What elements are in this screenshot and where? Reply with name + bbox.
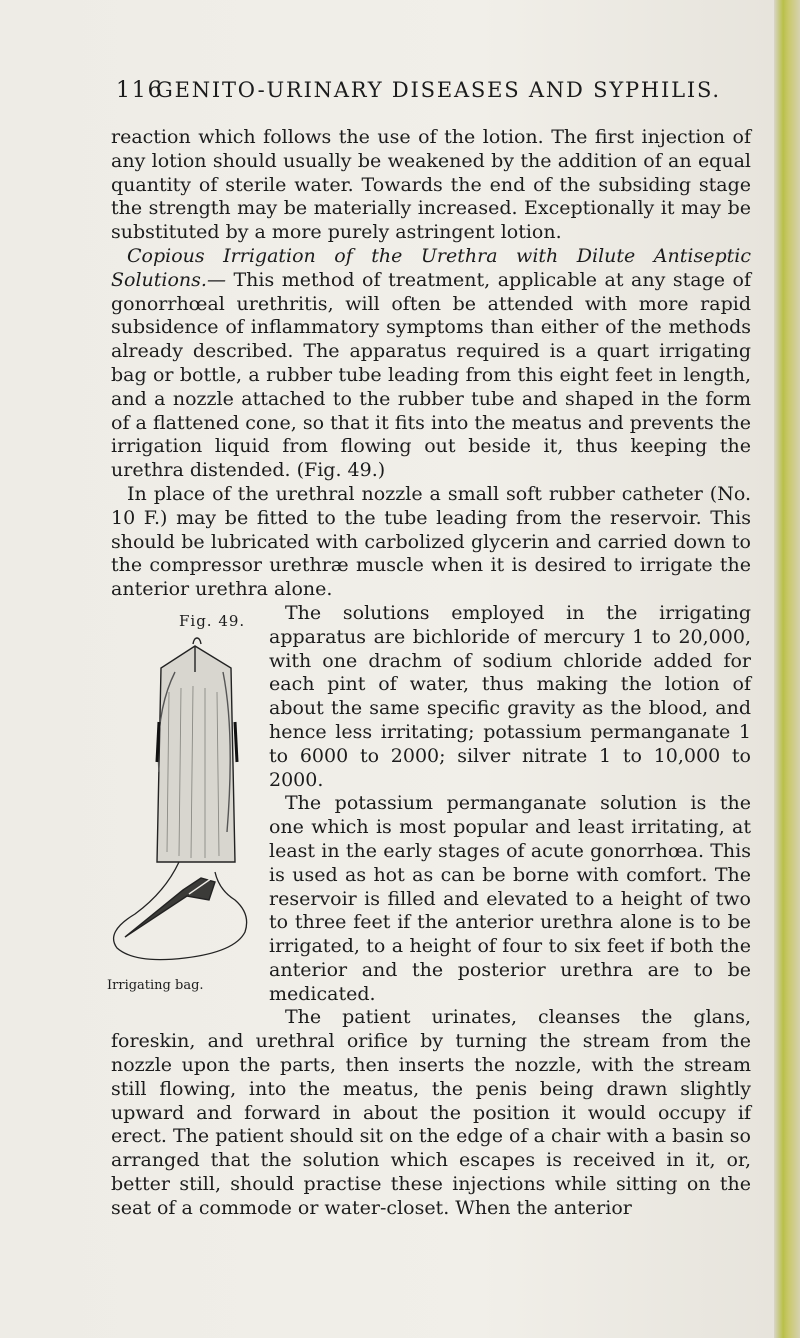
paragraph-solutions: The solutions employed in the irrigating apparatus are bichloride of mercury 1 to 20,000, with one drachm of sodium chloride added for each pint of water, thus making the lotion of about the same specific gravity as the blood, and hence less irritating; potassium permanganate 1 to 6000 to 2000; silver nitrate 1 to 10,000 to 2000. (269, 601, 751, 791)
section-run-in-heading: Copious Irrigation of the Urethra with Dilute Antiseptic Solutions.— (111, 244, 751, 291)
page-number: 116 (116, 78, 164, 103)
running-head: GENITO-URINARY DISEASES AND SYPHILIS. (156, 78, 721, 102)
figure-label: Fig. 49. (179, 611, 246, 630)
figure-irrigating-bag (95, 610, 263, 1010)
figure-caption: Irrigating bag. (107, 977, 204, 993)
page-edge (774, 0, 800, 1338)
paragraph-continued: reaction which follows the use of the lotion. The first injection of any lotion should usually be weakened by the addition of an equal quantity of sterile water. Towards the end of the subsiding stage the strength may be materially increased. Exceptionally it may be substituted by a more purely astringent lotion. (111, 126, 751, 244)
paragraph-irrigation (111, 245, 751, 483)
paragraph-permanganate: The potassium permanganate solution is the one which is most popular and least irritating, at least in the early stages of acute gonorrhœa. This is used as hot as can be borne with comfort. The reservoir is filled and elevated to a height of two to three feet if the anterior urethra alone is to be irrigated, to a height of four to six feet if both the anterior and the posterior urethra are to be medicated. (269, 792, 751, 1005)
paragraph-procedure: The patient urinates, cleanses the glans, foreskin, and urethral orifice by turning the stream from the nozzle upon the parts, then inserts the nozzle, with the stream still flowing, into the meatus, the penis being drawn slightly upward and forward in about the position it would occupy if erect. The patient should sit on the edge of a chair with a basin so arranged that the solution which escapes is received in it, or, better still, should practise these injections while sitting on the seat of a commode or water-closet. When the anterior (111, 1006, 751, 1219)
paragraph-catheter: In place of the urethral nozzle a small soft rubber catheter (No. 10 F.) may be fitted to the tube leading from the reservoir. This should be lubricated with carbolized glycerin and carried down to the compressor urethræ muscle when it is desired to irrigate the anterior urethra alone. (111, 482, 751, 601)
irrigating-bag-illustration (95, 632, 263, 972)
paragraph-irrigation-text: This method of treatment, applicable at any stage of gonorrhœal urethritis, will often be attended with more rapid subsidence of inflammatory symptoms than either of the methods already described. The apparatus required is a quart irrigating bag or bottle, a rubber tube leading from this eight feet in length, and a nozzle attached to the rubber tube and shaped in the form of a flattened cone, so that it fits into the meatus and prevents the irrigation liquid from flowing out beside it, thus keeping the urethra distended. (Fig. 49.) (111, 268, 751, 482)
body-text (107, 126, 751, 1221)
